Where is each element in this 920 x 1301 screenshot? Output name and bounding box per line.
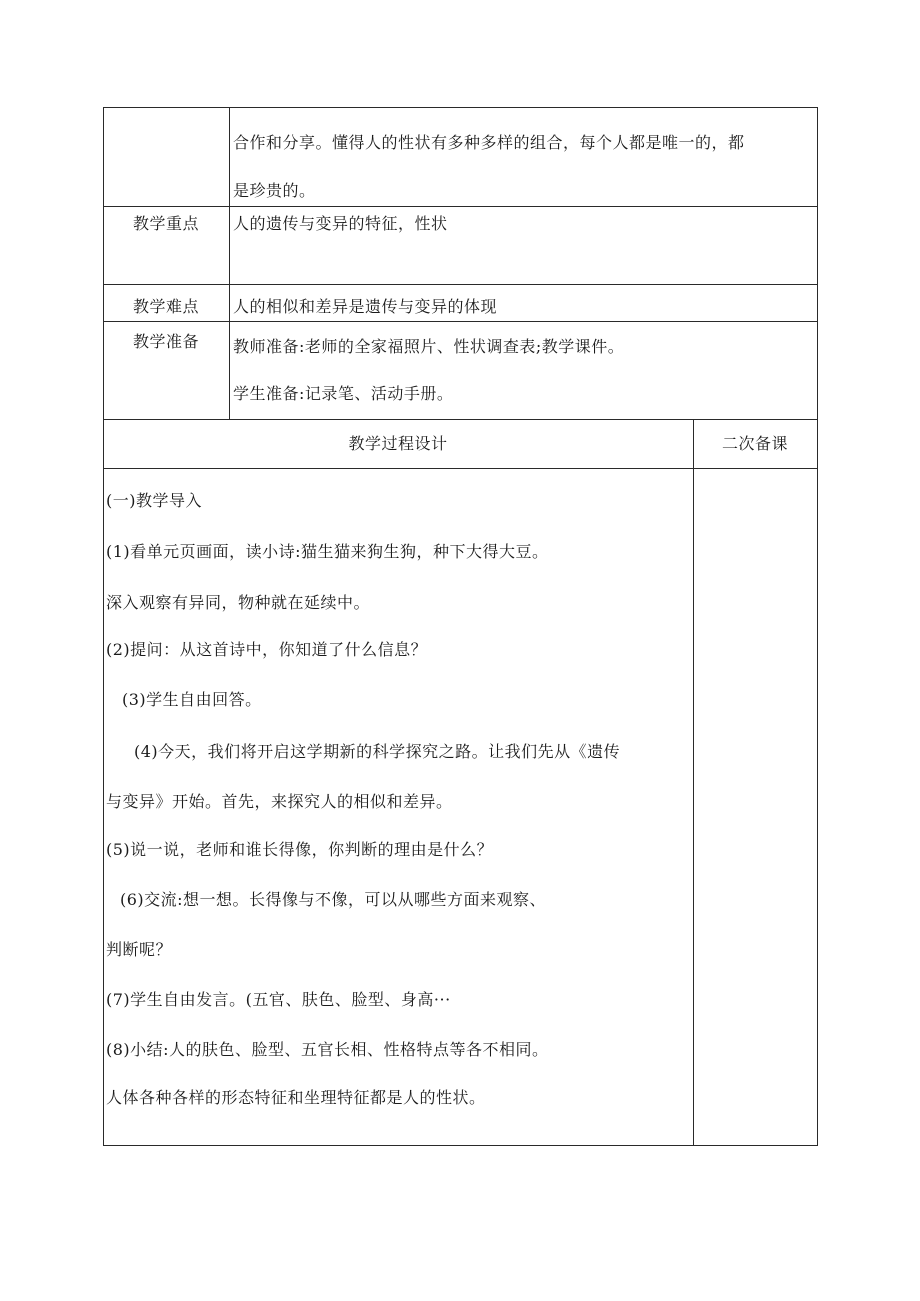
- preparation-label: 教学准备: [132, 332, 199, 351]
- goal-text-line: 合作和分享。懂得人的性状有多种多样的组合，每个人都是唯一的，都: [233, 133, 745, 152]
- process-line: (5)说一说，老师和谁长得像，你判断的理由是什么？: [106, 840, 494, 859]
- process-line: (1)看单元页画面，读小诗:猫生猫来狗生狗，种下大得大豆。: [106, 542, 549, 561]
- table-row-divider: [103, 284, 818, 285]
- process-line: (2)提问：从这首诗中，你知道了什么信息？: [106, 640, 428, 659]
- label-column-divider: [229, 107, 230, 420]
- table-border-left: [103, 107, 104, 1146]
- process-design-header: 教学过程设计: [348, 434, 448, 453]
- process-line: (7)学生自由发言。(五官、肤色、脸型、身高···: [106, 990, 451, 1009]
- key-points-label: 教学重点: [132, 214, 199, 233]
- process-line: (8)小结:人的肤色、脸型、五官长相、性格特点等各不相同。: [106, 1040, 549, 1059]
- teacher-preparation: 教师准备:老师的全家福照片、性状调查表;教学课件。: [233, 337, 625, 356]
- table-border-top: [103, 107, 818, 108]
- student-preparation: 学生准备:记录笔、活动手册。: [233, 384, 454, 403]
- table-border-right: [817, 107, 818, 1146]
- process-line: (6)交流:想一想。长得像与不像，可以从哪些方面来观察、: [120, 890, 547, 909]
- table-row-divider: [103, 419, 818, 420]
- notes-column-divider: [693, 419, 694, 1146]
- process-line: 人体各种各样的形态特征和坐理特征都是人的性状。: [106, 1088, 486, 1107]
- second-preparation-header: 二次备课: [721, 434, 788, 453]
- difficulties-label: 教学难点: [132, 297, 199, 316]
- difficulties-content: 人的相似和差异是遗传与变异的体现: [233, 297, 498, 316]
- key-points-content: 人的遗传与变异的特征，性状: [233, 214, 448, 233]
- process-line: (3)学生自由回答。: [122, 690, 262, 709]
- table-border-bottom: [103, 1145, 818, 1146]
- process-line: 与变异》开始。首先，来探究人的相似和差异。: [106, 792, 453, 811]
- table-row-divider: [103, 468, 818, 469]
- table-row-divider: [103, 206, 818, 207]
- process-line: (一)教学导入: [106, 491, 202, 510]
- table-row-divider: [103, 321, 818, 322]
- process-line: 深入观察有异同，物种就在延续中。: [106, 593, 371, 612]
- process-line: 判断呢？: [106, 940, 173, 959]
- goal-text-line: 是珍贵的。: [233, 181, 316, 200]
- process-line: (4)今天，我们将开启这学期新的科学探究之路。让我们先从《遗传: [134, 742, 621, 761]
